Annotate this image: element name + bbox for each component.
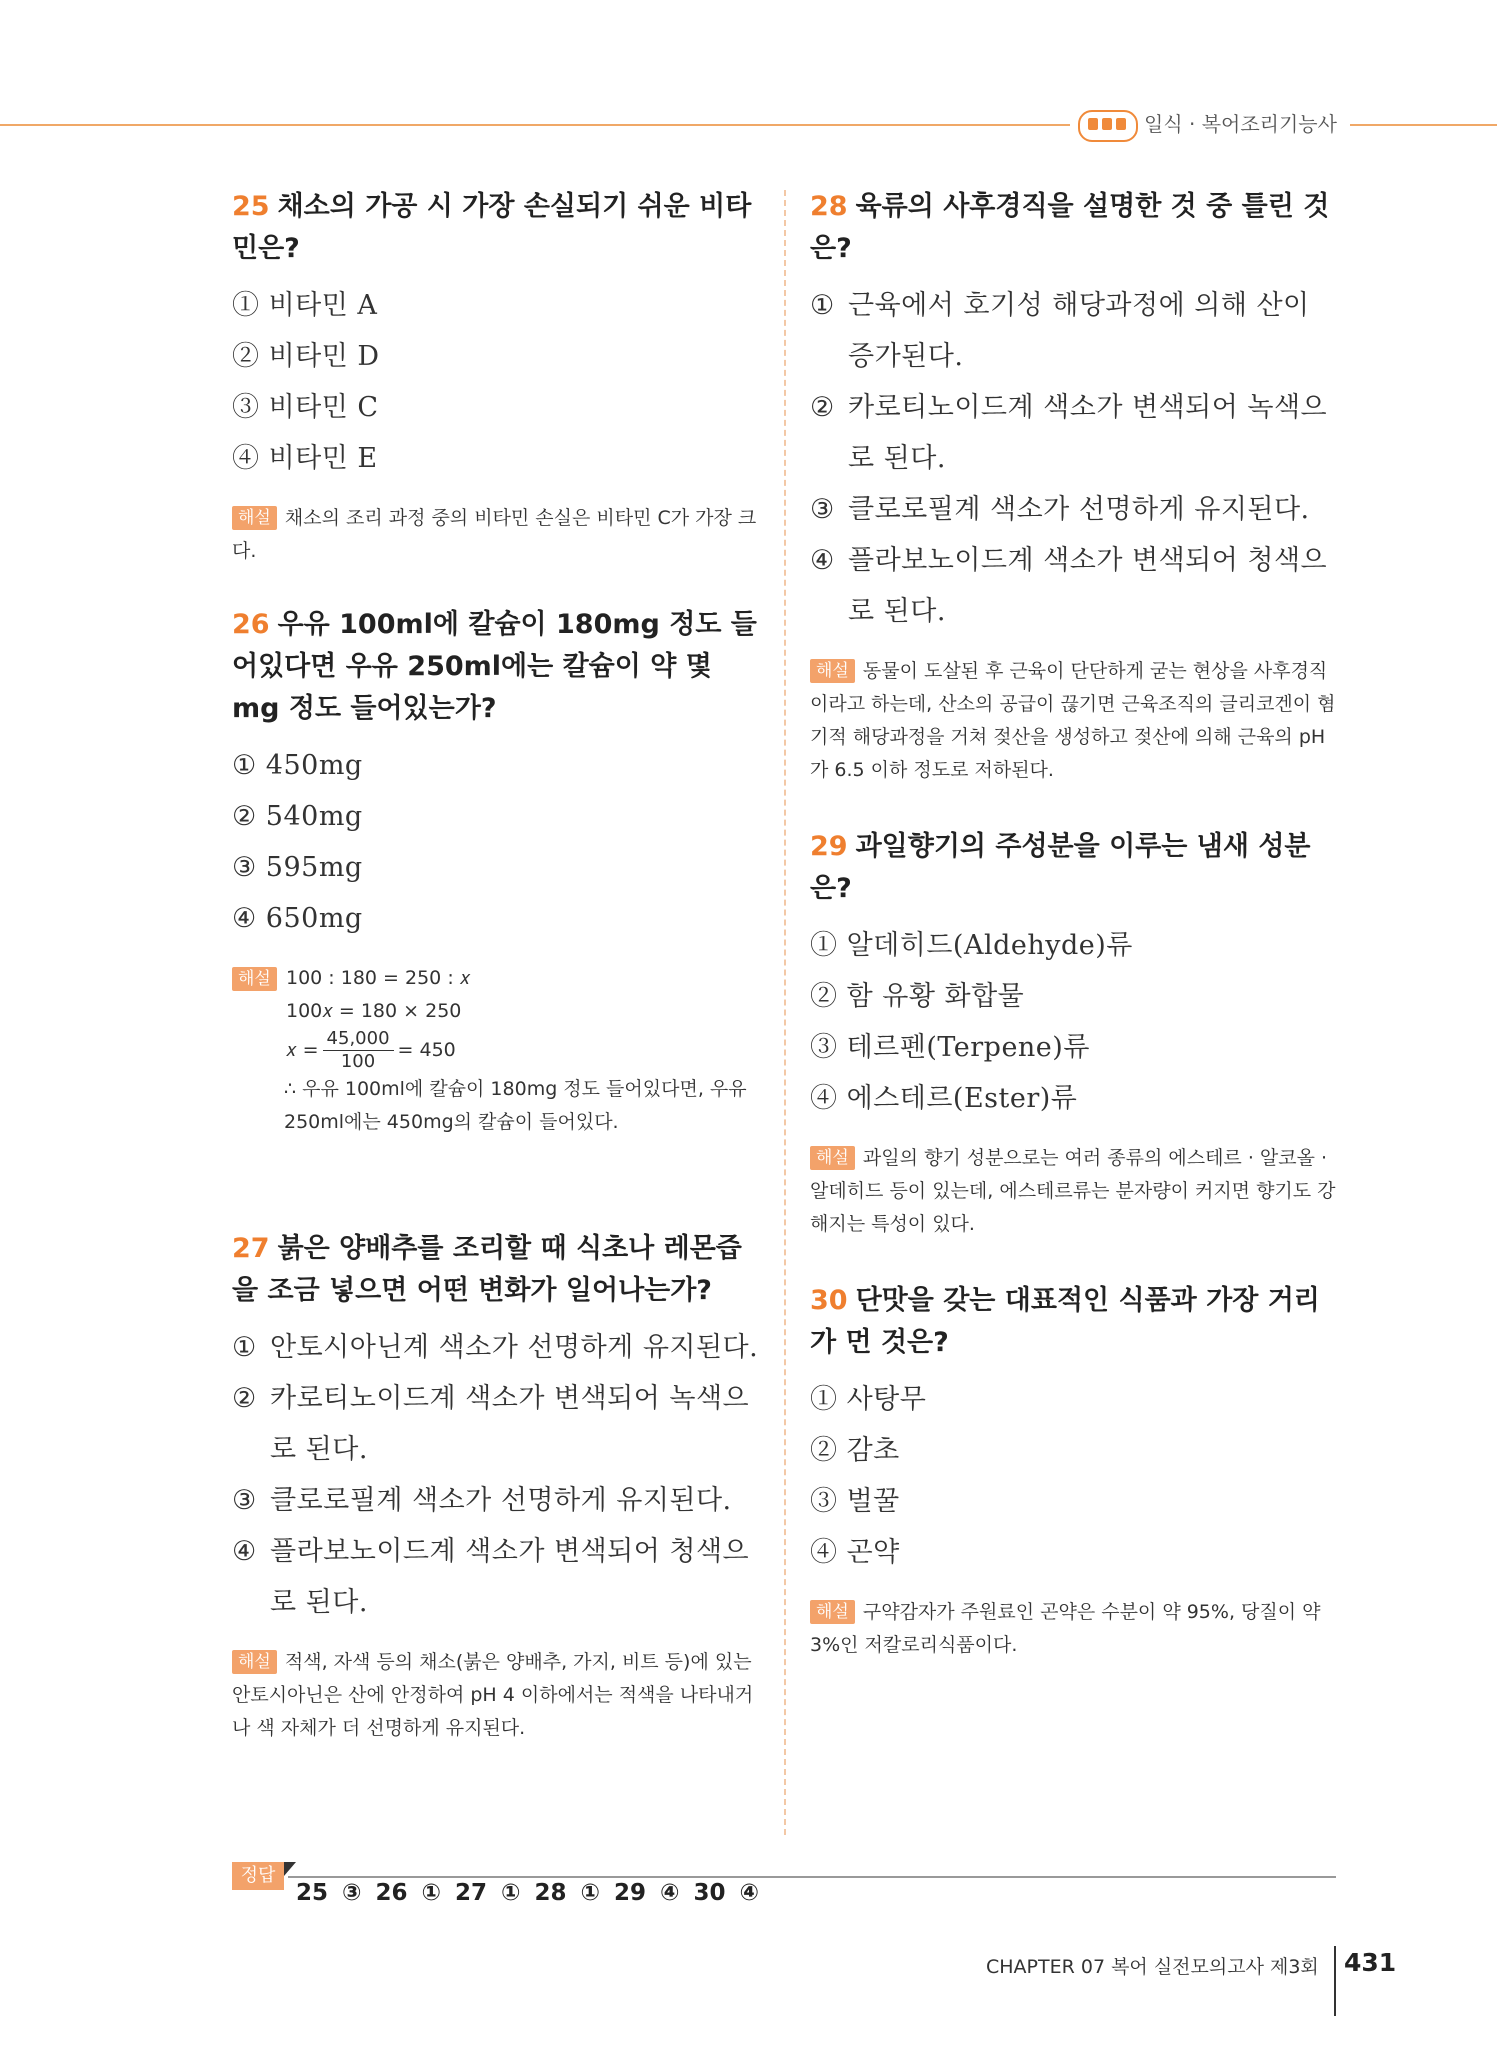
question-title [810, 1280, 1340, 1364]
option: ① 알데히드(Aldehyde)류 [810, 930, 1133, 961]
explanation-text: 구약감자가 주원료인 곤약은 수분이 약 95%, 당질이 약 3%인 저칼로리식품이다. [810, 1601, 1321, 1656]
option-text: 클로로필계 색소가 선명하게 유지된다. [270, 1485, 732, 1516]
option-marker: ③ [810, 494, 835, 525]
calc-line: 100𝑥 = 180 × 250 [286, 1000, 462, 1022]
question-25 [232, 186, 762, 568]
answer-rule [288, 1876, 1336, 1878]
option [232, 1526, 762, 1628]
answer-badge: 정답 [232, 1862, 284, 1890]
option-marker: ② [810, 392, 835, 423]
chapter-footer: CHAPTER 07 복어 실전모의고사 제3회 [986, 1956, 1319, 1978]
question-27 [232, 1228, 762, 1745]
option-text: 플라보노이드계 색소가 변색되어 청색으로 된다. [848, 545, 1328, 627]
option-marker: ① [810, 290, 835, 321]
question-30 [810, 1280, 1340, 1662]
calc-fraction-line [232, 1028, 762, 1073]
option: ④ 비타민 E [232, 443, 378, 474]
option-text: 근육에서 호기성 해당과정에 의해 산이 증가된다. [848, 290, 1310, 372]
option: ① 사탕무 [810, 1384, 927, 1415]
question-text: 육류의 사후경직을 설명한 것 중 틀린 것은? [810, 191, 1330, 264]
question-29 [810, 826, 1340, 1241]
option [810, 280, 1340, 382]
option: ② 감초 [810, 1435, 900, 1466]
option: ④ 650mg [232, 903, 363, 934]
option [810, 382, 1340, 484]
option-marker: ④ [810, 545, 835, 576]
option-text: 카로티노이드계 색소가 변색되어 녹색으로 된다. [270, 1383, 750, 1465]
explanation-badge: 해설 [810, 659, 855, 683]
option-text: 클로로필계 색소가 선명하게 유지된다. [848, 494, 1310, 525]
header-title: 일식 · 복어조리기능사 [1144, 112, 1337, 136]
question-text: 과일향기의 주성분을 이루는 냄새 성분은? [810, 831, 1311, 904]
option-marker: ③ [232, 1485, 257, 1516]
calc-conclusion: ∴ 우유 100ml에 칼슘이 180mg 정도 들어있다면, 우유 250ml에는 450mg의 칼슘이 들어있다. [284, 1078, 747, 1133]
option: ② 540mg [232, 801, 363, 832]
option: ① 450mg [232, 750, 363, 781]
explanation-text: 동물이 도살된 후 근육이 단단하게 굳는 현상을 사후경직이라고 하는데, 산소의 공급이 끊기면 근육조직의 글리코겐이 혐기적 해당과정을 거쳐 젖산을 생성하고 젖산에 의해 근육의 pH가 6.5 이하 정도로 저하된다. [810, 660, 1336, 781]
option-marker: ② [232, 1383, 257, 1414]
option-text: 플라보노이드계 색소가 변색되어 청색으로 된다. [270, 1536, 750, 1618]
question-text: 붉은 양배추를 조리할 때 식초나 레몬즙을 조금 넣으면 어떤 변화가 일어나는가? [232, 1233, 742, 1306]
question-number: 30 [810, 1285, 848, 1316]
explanation [810, 1142, 1340, 1241]
explanation-badge: 해설 [232, 506, 277, 530]
option: ② 비타민 D [232, 341, 380, 372]
option: ③ 비타민 C [232, 392, 379, 423]
explanation-badge: 해설 [232, 967, 277, 991]
answer-key: 25 ③ 26 ① 27 ① 28 ① 29 ④ 30 ④ [296, 1880, 759, 1906]
fraction-denominator: 100 [340, 1051, 376, 1072]
question-number: 26 [232, 609, 270, 640]
option [232, 1373, 762, 1475]
header-rule-right [1350, 124, 1497, 126]
option: ① 비타민 A [232, 290, 378, 321]
question-number: 29 [810, 831, 848, 862]
column-divider [784, 190, 786, 1835]
option [810, 535, 1340, 637]
option: ③ 595mg [232, 852, 363, 883]
explanation-badge: 해설 [810, 1146, 855, 1170]
calc-text: = 450 [397, 1039, 456, 1061]
option: ④ 곤약 [810, 1537, 900, 1568]
explanation [232, 1646, 762, 1745]
book-logo-icon [1078, 110, 1138, 142]
question-title [232, 1228, 762, 1312]
option: ③ 벌꿀 [810, 1486, 900, 1517]
option [810, 484, 1340, 535]
calc-text: 𝑥 = [286, 1039, 319, 1061]
question-number: 25 [232, 191, 270, 222]
option: ② 함 유황 화합물 [810, 981, 1025, 1012]
question-title [810, 826, 1340, 910]
option-marker: ④ [232, 1536, 257, 1567]
option [232, 1475, 762, 1526]
explanation [232, 962, 762, 1139]
explanation-badge: 해설 [232, 1650, 277, 1674]
question-number: 28 [810, 191, 848, 222]
option [232, 1322, 762, 1373]
explanation [810, 1596, 1340, 1662]
explanation-text: 적색, 자색 등의 채소(붉은 양배추, 가지, 비트 등)에 있는 안토시아닌은 산에 안정하여 pH 4 이하에서는 적색을 나타내거나 색 자체가 더 선명하게 유지된다. [232, 1651, 754, 1739]
fraction [323, 1028, 394, 1073]
explanation-badge: 해설 [810, 1600, 855, 1624]
header-rule-left [0, 124, 1070, 126]
option: ④ 에스테르(Ester)류 [810, 1083, 1078, 1114]
option: ③ 테르펜(Terpene)류 [810, 1032, 1090, 1063]
fraction-numerator: 45,000 [323, 1028, 394, 1051]
explanation [810, 655, 1340, 787]
question-title [810, 186, 1340, 270]
question-title [232, 186, 762, 270]
explanation-text: 과일의 향기 성분으로는 여러 종류의 에스테르 · 알코올 · 알데히드 등이 있는데, 에스테르류는 분자량이 커지면 향기도 강해지는 특성이 있다. [810, 1147, 1336, 1235]
option-marker: ① [232, 1332, 257, 1363]
option-text: 카로티노이드계 색소가 변색되어 녹색으로 된다. [848, 392, 1328, 474]
question-number: 27 [232, 1233, 270, 1264]
explanation [232, 502, 762, 568]
explanation-text: 채소의 조리 과정 중의 비타민 손실은 비타민 C가 가장 크다. [232, 507, 757, 562]
question-28 [810, 186, 1340, 787]
question-26 [232, 604, 762, 1139]
question-text: 우유 100ml에 칼슘이 180mg 정도 들어있다면 우유 250ml에는 칼슘이 약 몇 mg 정도 들어있는가? [232, 609, 757, 724]
page-number: 431 [1344, 1948, 1397, 1977]
question-title [232, 604, 762, 730]
question-text: 채소의 가공 시 가장 손실되기 쉬운 비타민은? [232, 191, 752, 264]
option-text: 안토시아닌계 색소가 선명하게 유지된다. [270, 1332, 759, 1363]
question-text: 단맛을 갖는 대표적인 식품과 가장 거리가 먼 것은? [810, 1285, 1320, 1358]
calc-line: 100 : 180 = 250 : 𝑥 [286, 967, 471, 989]
footer-divider [1334, 1946, 1336, 2016]
